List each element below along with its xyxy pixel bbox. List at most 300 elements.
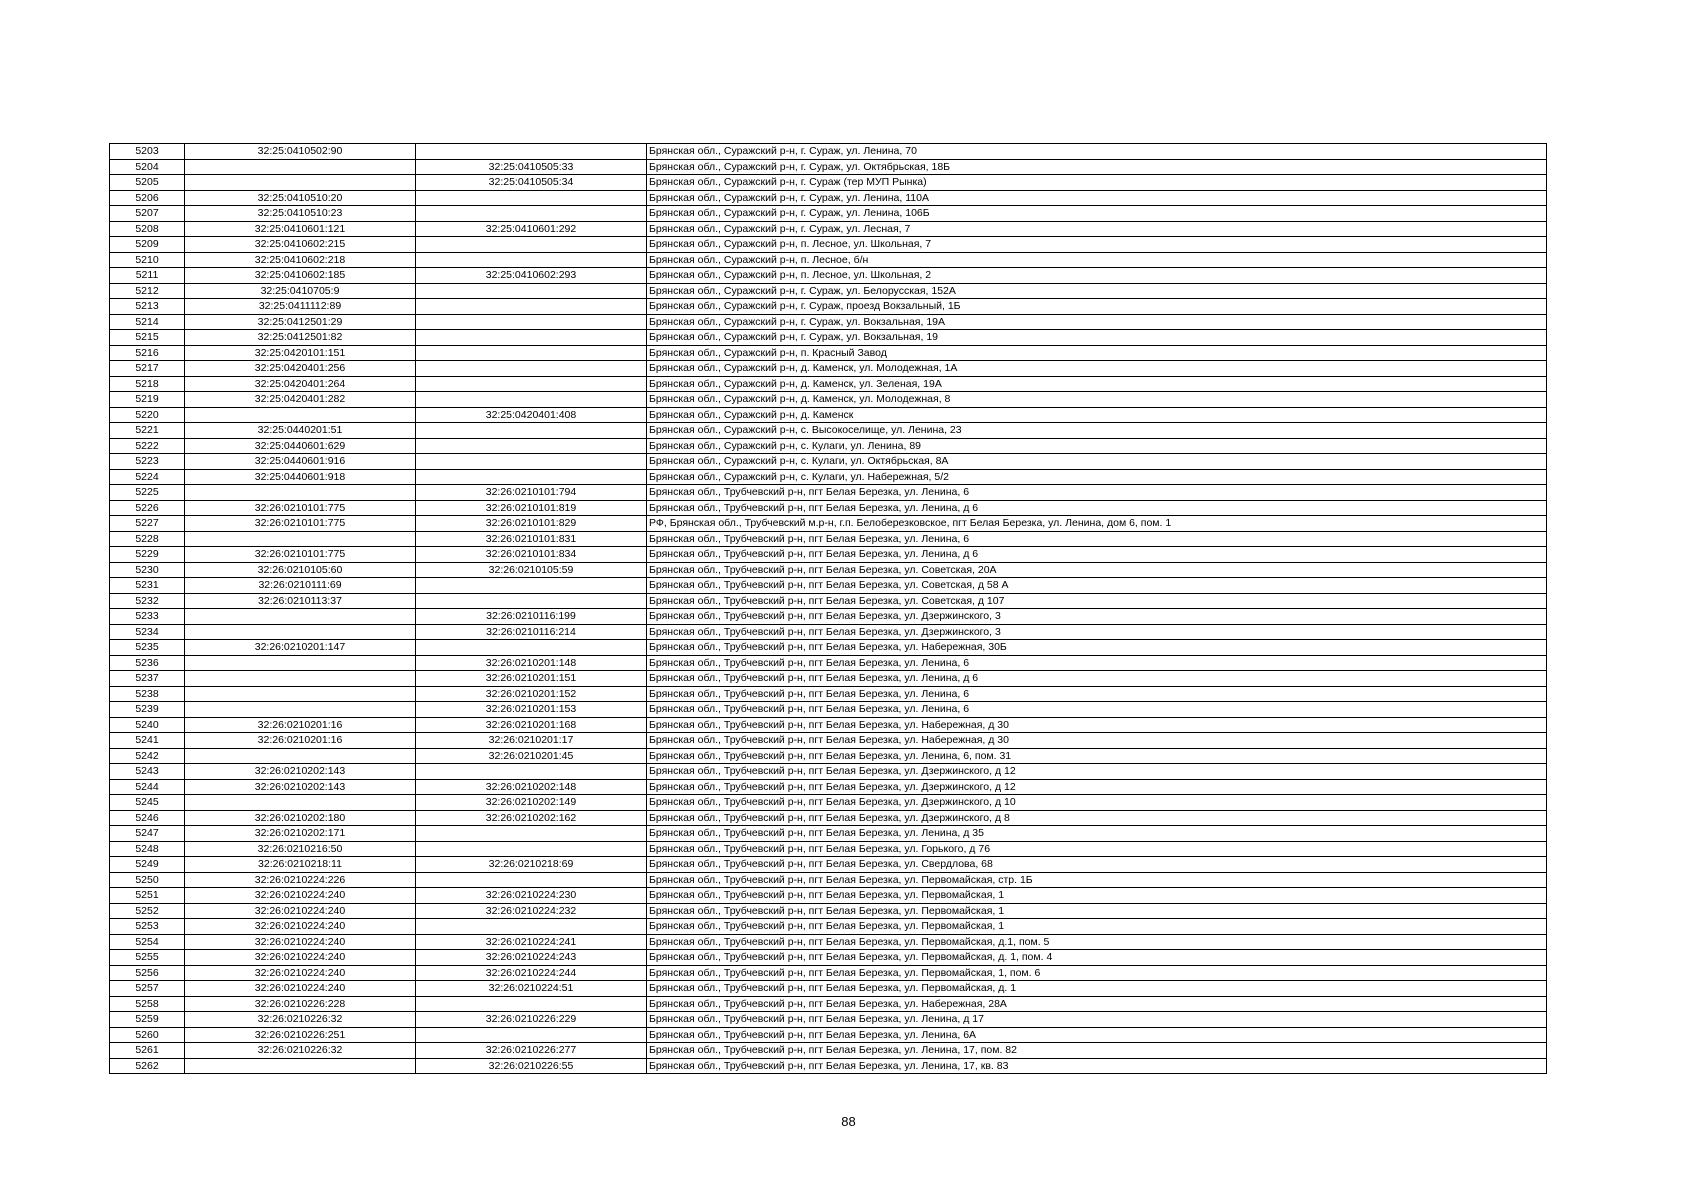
table-row [110, 1027, 1547, 1043]
row-number-cell: 5259 [110, 1012, 185, 1028]
parcel-cadastral-number-cell [185, 609, 416, 625]
address-cell: Брянская обл., Трубчевский р-н, пгт Белая Березка, ул. Набережная, д 30 [647, 717, 1547, 733]
building-cadastral-number-cell: 32:26:0210101:819 [416, 500, 647, 516]
table-row [110, 438, 1547, 454]
parcel-cadastral-number-cell [185, 795, 416, 811]
building-cadastral-number-cell: 32:26:0210202:149 [416, 795, 647, 811]
row-number-cell: 5228 [110, 531, 185, 547]
address-cell: Брянская обл., Трубчевский р-н, пгт Белая Березка, ул. Набережная, 30Б [647, 640, 1547, 656]
address-cell: Брянская обл., Трубчевский р-н, пгт Белая Березка, ул. Дзержинского, д 12 [647, 764, 1547, 780]
row-number-cell: 5226 [110, 500, 185, 516]
address-cell: Брянская обл., Суражский р-н, п. Лесное, ул. Школьная, 2 [647, 268, 1547, 284]
table-row [110, 190, 1547, 206]
address-cell: Брянская обл., Суражский р-н, г. Сураж, ул. Вокзальная, 19 [647, 330, 1547, 346]
row-number-cell: 5240 [110, 717, 185, 733]
address-cell: Брянская обл., Суражский р-н, г. Сураж, ул. Ленина, 70 [647, 144, 1547, 160]
address-cell: Брянская обл., Трубчевский р-н, пгт Белая Березка, ул. Дзержинского, д 10 [647, 795, 1547, 811]
building-cadastral-number-cell [416, 206, 647, 222]
address-cell: Брянская обл., Суражский р-н, д. Каменск, ул. Зеленая, 19А [647, 376, 1547, 392]
building-cadastral-number-cell: 32:26:0210202:148 [416, 779, 647, 795]
row-number-cell: 5211 [110, 268, 185, 284]
building-cadastral-number-cell: 32:26:0210226:55 [416, 1058, 647, 1074]
address-cell: Брянская обл., Суражский р-н, г. Сураж, ул. Лесная, 7 [647, 221, 1547, 237]
address-cell: Брянская обл., Трубчевский р-н, пгт Белая Березка, ул. Ленина, 6 [647, 686, 1547, 702]
address-cell: Брянская обл., Трубчевский р-н, пгт Белая Березка, ул. Свердлова, 68 [647, 857, 1547, 873]
building-cadastral-number-cell: 32:25:0410601:292 [416, 221, 647, 237]
row-number-cell: 5262 [110, 1058, 185, 1074]
address-cell: Брянская обл., Суражский р-н, п. Красный Завод [647, 345, 1547, 361]
table-row [110, 252, 1547, 268]
parcel-cadastral-number-cell: 32:26:0210226:32 [185, 1012, 416, 1028]
row-number-cell: 5214 [110, 314, 185, 330]
address-cell: Брянская обл., Трубчевский р-н, пгт Белая Березка, ул. Первомайская, 1 [647, 919, 1547, 935]
parcel-cadastral-number-cell: 32:26:0210226:251 [185, 1027, 416, 1043]
table-row [110, 407, 1547, 423]
row-number-cell: 5251 [110, 888, 185, 904]
parcel-cadastral-number-cell [185, 748, 416, 764]
address-cell: Брянская обл., Трубчевский р-н, пгт Белая Березка, ул. Ленина, 17, пом. 82 [647, 1043, 1547, 1059]
row-number-cell: 5229 [110, 547, 185, 563]
row-number-cell: 5233 [110, 609, 185, 625]
parcel-cadastral-number-cell [185, 686, 416, 702]
parcel-cadastral-number-cell: 32:26:0210226:32 [185, 1043, 416, 1059]
address-cell: Брянская обл., Трубчевский р-н, пгт Белая Березка, ул. Горького, д 76 [647, 841, 1547, 857]
building-cadastral-number-cell: 32:26:0210201:153 [416, 702, 647, 718]
row-number-cell: 5239 [110, 702, 185, 718]
row-number-cell: 5246 [110, 810, 185, 826]
table-row [110, 516, 1547, 532]
table-row [110, 609, 1547, 625]
table-row [110, 857, 1547, 873]
table-row [110, 330, 1547, 346]
address-cell: Брянская обл., Трубчевский р-н, пгт Белая Березка, ул. Ленина, д 35 [647, 826, 1547, 842]
row-number-cell: 5205 [110, 175, 185, 191]
cadastral-table [109, 143, 1547, 1074]
row-number-cell: 5215 [110, 330, 185, 346]
row-number-cell: 5208 [110, 221, 185, 237]
row-number-cell: 5243 [110, 764, 185, 780]
row-number-cell: 5241 [110, 733, 185, 749]
address-cell: Брянская обл., Суражский р-н, с. Кулаги, ул. Набережная, 5/2 [647, 469, 1547, 485]
building-cadastral-number-cell: 32:26:0210201:151 [416, 671, 647, 687]
row-number-cell: 5261 [110, 1043, 185, 1059]
address-cell: Брянская обл., Трубчевский р-н, пгт Белая Березка, ул. Набережная, д 30 [647, 733, 1547, 749]
row-number-cell: 5235 [110, 640, 185, 656]
building-cadastral-number-cell: 32:26:0210202:162 [416, 810, 647, 826]
row-number-cell: 5216 [110, 345, 185, 361]
parcel-cadastral-number-cell: 32:26:0210111:69 [185, 578, 416, 594]
parcel-cadastral-number-cell [185, 159, 416, 175]
table-row [110, 454, 1547, 470]
row-number-cell: 5237 [110, 671, 185, 687]
parcel-cadastral-number-cell: 32:26:0210224:226 [185, 872, 416, 888]
table-row [110, 903, 1547, 919]
table-row [110, 950, 1547, 966]
table-row [110, 934, 1547, 950]
table-row [110, 888, 1547, 904]
building-cadastral-number-cell: 32:26:0210226:229 [416, 1012, 647, 1028]
address-cell: Брянская обл., Трубчевский р-н, пгт Белая Березка, ул. Ленина, 6А [647, 1027, 1547, 1043]
address-cell: Брянская обл., Трубчевский р-н, пгт Белая Березка, ул. Первомайская, д. 1 [647, 981, 1547, 997]
parcel-cadastral-number-cell [185, 671, 416, 687]
parcel-cadastral-number-cell: 32:26:0210201:16 [185, 733, 416, 749]
parcel-cadastral-number-cell: 32:25:0440601:629 [185, 438, 416, 454]
row-number-cell: 5210 [110, 252, 185, 268]
row-number-cell: 5209 [110, 237, 185, 253]
building-cadastral-number-cell [416, 469, 647, 485]
row-number-cell: 5217 [110, 361, 185, 377]
parcel-cadastral-number-cell: 32:26:0210224:240 [185, 950, 416, 966]
building-cadastral-number-cell: 32:26:0210101:831 [416, 531, 647, 547]
building-cadastral-number-cell [416, 299, 647, 315]
address-cell: Брянская обл., Суражский р-н, д. Каменск, ул. Молодежная, 8 [647, 392, 1547, 408]
row-number-cell: 5248 [110, 841, 185, 857]
parcel-cadastral-number-cell [185, 1058, 416, 1074]
building-cadastral-number-cell [416, 330, 647, 346]
parcel-cadastral-number-cell [185, 624, 416, 640]
building-cadastral-number-cell: 32:26:0210218:69 [416, 857, 647, 873]
parcel-cadastral-number-cell: 32:26:0210105:60 [185, 562, 416, 578]
address-cell: РФ, Брянская обл., Трубчевский м.р-н, г.п. Белоберезковское, пгт Белая Березка, ул. Ленина, дом 6, пом. 1 [647, 516, 1547, 532]
parcel-cadastral-number-cell: 32:26:0210101:775 [185, 516, 416, 532]
parcel-cadastral-number-cell: 32:25:0410510:23 [185, 206, 416, 222]
table-row [110, 423, 1547, 439]
address-cell: Брянская обл., Суражский р-н, с. Кулаги, ул. Ленина, 89 [647, 438, 1547, 454]
parcel-cadastral-number-cell: 32:25:0411112:89 [185, 299, 416, 315]
address-cell: Брянская обл., Трубчевский р-н, пгт Белая Березка, ул. Ленина, д 6 [647, 500, 1547, 516]
building-cadastral-number-cell: 32:26:0210224:241 [416, 934, 647, 950]
address-cell: Брянская обл., Трубчевский р-н, пгт Белая Березка, ул. Ленина, 17, кв. 83 [647, 1058, 1547, 1074]
building-cadastral-number-cell: 32:26:0210201:148 [416, 655, 647, 671]
parcel-cadastral-number-cell: 32:25:0440201:51 [185, 423, 416, 439]
table-row [110, 578, 1547, 594]
parcel-cadastral-number-cell: 32:25:0440601:918 [185, 469, 416, 485]
building-cadastral-number-cell: 32:26:0210224:244 [416, 965, 647, 981]
row-number-cell: 5249 [110, 857, 185, 873]
parcel-cadastral-number-cell: 32:25:0440601:916 [185, 454, 416, 470]
parcel-cadastral-number-cell: 32:26:0210101:775 [185, 500, 416, 516]
building-cadastral-number-cell [416, 996, 647, 1012]
row-number-cell: 5255 [110, 950, 185, 966]
table-row [110, 981, 1547, 997]
building-cadastral-number-cell [416, 1027, 647, 1043]
row-number-cell: 5242 [110, 748, 185, 764]
building-cadastral-number-cell: 32:25:0410602:293 [416, 268, 647, 284]
parcel-cadastral-number-cell: 32:25:0410502:90 [185, 144, 416, 160]
table-row [110, 748, 1547, 764]
address-cell: Брянская обл., Суражский р-н, г. Сураж, ул. Ленина, 106Б [647, 206, 1547, 222]
parcel-cadastral-number-cell: 32:26:0210218:11 [185, 857, 416, 873]
address-cell: Брянская обл., Трубчевский р-н, пгт Белая Березка, ул. Советская, д 107 [647, 593, 1547, 609]
address-cell: Брянская обл., Трубчевский р-н, пгт Белая Березка, ул. Первомайская, стр. 1Б [647, 872, 1547, 888]
parcel-cadastral-number-cell: 32:26:0210224:240 [185, 919, 416, 935]
row-number-cell: 5212 [110, 283, 185, 299]
table-row [110, 1043, 1547, 1059]
building-cadastral-number-cell: 32:26:0210201:17 [416, 733, 647, 749]
table-row [110, 314, 1547, 330]
row-number-cell: 5220 [110, 407, 185, 423]
building-cadastral-number-cell [416, 826, 647, 842]
table-row [110, 702, 1547, 718]
row-number-cell: 5203 [110, 144, 185, 160]
table-row [110, 345, 1547, 361]
building-cadastral-number-cell [416, 919, 647, 935]
building-cadastral-number-cell [416, 144, 647, 160]
row-number-cell: 5245 [110, 795, 185, 811]
building-cadastral-number-cell [416, 454, 647, 470]
building-cadastral-number-cell: 32:26:0210224:51 [416, 981, 647, 997]
row-number-cell: 5234 [110, 624, 185, 640]
row-number-cell: 5236 [110, 655, 185, 671]
building-cadastral-number-cell [416, 283, 647, 299]
building-cadastral-number-cell: 32:26:0210224:243 [416, 950, 647, 966]
address-cell: Брянская обл., Трубчевский р-н, пгт Белая Березка, ул. Первомайская, 1 [647, 903, 1547, 919]
row-number-cell: 5230 [110, 562, 185, 578]
parcel-cadastral-number-cell: 32:26:0210201:147 [185, 640, 416, 656]
row-number-cell: 5254 [110, 934, 185, 950]
address-cell: Брянская обл., Трубчевский р-н, пгт Белая Березка, ул. Советская, 20А [647, 562, 1547, 578]
parcel-cadastral-number-cell: 32:25:0420101:151 [185, 345, 416, 361]
row-number-cell: 5225 [110, 485, 185, 501]
table-row [110, 872, 1547, 888]
table-row [110, 376, 1547, 392]
parcel-cadastral-number-cell [185, 531, 416, 547]
building-cadastral-number-cell [416, 438, 647, 454]
address-cell: Брянская обл., Трубчевский р-н, пгт Белая Березка, ул. Первомайская, д.1, пом. 5 [647, 934, 1547, 950]
table-row [110, 919, 1547, 935]
row-number-cell: 5247 [110, 826, 185, 842]
parcel-cadastral-number-cell: 32:26:0210224:240 [185, 965, 416, 981]
building-cadastral-number-cell: 32:26:0210201:152 [416, 686, 647, 702]
address-cell: Брянская обл., Трубчевский р-н, пгт Белая Березка, ул. Ленина, 6, пом. 31 [647, 748, 1547, 764]
table-row [110, 996, 1547, 1012]
building-cadastral-number-cell: 32:26:0210201:168 [416, 717, 647, 733]
address-cell: Брянская обл., Трубчевский р-н, пгт Белая Березка, ул. Первомайская, д. 1, пом. 4 [647, 950, 1547, 966]
building-cadastral-number-cell: 32:25:0420401:408 [416, 407, 647, 423]
address-cell: Брянская обл., Трубчевский р-н, пгт Белая Березка, ул. Дзержинского, 3 [647, 624, 1547, 640]
address-cell: Брянская обл., Суражский р-н, п. Лесное, б/н [647, 252, 1547, 268]
parcel-cadastral-number-cell: 32:25:0410602:215 [185, 237, 416, 253]
parcel-cadastral-number-cell: 32:25:0410601:121 [185, 221, 416, 237]
table-row [110, 733, 1547, 749]
address-cell: Брянская обл., Суражский р-н, г. Сураж (тер МУП Рынка) [647, 175, 1547, 191]
row-number-cell: 5244 [110, 779, 185, 795]
building-cadastral-number-cell: 32:26:0210226:277 [416, 1043, 647, 1059]
row-number-cell: 5219 [110, 392, 185, 408]
building-cadastral-number-cell: 32:26:0210224:232 [416, 903, 647, 919]
address-cell: Брянская обл., Трубчевский р-н, пгт Белая Березка, ул. Ленина, д 17 [647, 1012, 1547, 1028]
row-number-cell: 5213 [110, 299, 185, 315]
table-row [110, 640, 1547, 656]
address-cell: Брянская обл., Трубчевский р-н, пгт Белая Березка, ул. Советская, д 58 А [647, 578, 1547, 594]
building-cadastral-number-cell [416, 423, 647, 439]
table-row [110, 826, 1547, 842]
address-cell: Брянская обл., Суражский р-н, д. Каменск [647, 407, 1547, 423]
table-row [110, 268, 1547, 284]
parcel-cadastral-number-cell [185, 407, 416, 423]
table-row [110, 795, 1547, 811]
row-number-cell: 5204 [110, 159, 185, 175]
row-number-cell: 5253 [110, 919, 185, 935]
parcel-cadastral-number-cell: 32:25:0410705:9 [185, 283, 416, 299]
table-row [110, 655, 1547, 671]
table-row [110, 717, 1547, 733]
address-cell: Брянская обл., Суражский р-н, п. Лесное, ул. Школьная, 7 [647, 237, 1547, 253]
parcel-cadastral-number-cell: 32:25:0410602:218 [185, 252, 416, 268]
parcel-cadastral-number-cell: 32:25:0412501:82 [185, 330, 416, 346]
building-cadastral-number-cell: 32:26:0210224:230 [416, 888, 647, 904]
building-cadastral-number-cell [416, 237, 647, 253]
table-row [110, 144, 1547, 160]
parcel-cadastral-number-cell: 32:26:0210202:143 [185, 764, 416, 780]
address-cell: Брянская обл., Трубчевский р-н, пгт Белая Березка, ул. Ленина, 6 [647, 485, 1547, 501]
parcel-cadastral-number-cell: 32:26:0210101:775 [185, 547, 416, 563]
building-cadastral-number-cell: 32:26:0210105:59 [416, 562, 647, 578]
address-cell: Брянская обл., Трубчевский р-н, пгт Белая Березка, ул. Ленина, 6 [647, 702, 1547, 718]
address-cell: Брянская обл., Суражский р-н, г. Сураж, ул. Октябрьская, 18Б [647, 159, 1547, 175]
parcel-cadastral-number-cell: 32:26:0210224:240 [185, 903, 416, 919]
table-row [110, 283, 1547, 299]
address-cell: Брянская обл., Трубчевский р-н, пгт Белая Березка, ул. Ленина, д 6 [647, 671, 1547, 687]
building-cadastral-number-cell [416, 392, 647, 408]
address-cell: Брянская обл., Суражский р-н, с. Высокоселище, ул. Ленина, 23 [647, 423, 1547, 439]
table-body [110, 144, 1547, 1074]
table-row [110, 624, 1547, 640]
row-number-cell: 5252 [110, 903, 185, 919]
parcel-cadastral-number-cell: 32:26:0210201:16 [185, 717, 416, 733]
row-number-cell: 5227 [110, 516, 185, 532]
parcel-cadastral-number-cell [185, 655, 416, 671]
parcel-cadastral-number-cell: 32:26:0210224:240 [185, 934, 416, 950]
table-row [110, 547, 1547, 563]
table-row [110, 469, 1547, 485]
building-cadastral-number-cell: 32:26:0210116:199 [416, 609, 647, 625]
address-cell: Брянская обл., Суражский р-н, с. Кулаги, ул. Октябрьская, 8А [647, 454, 1547, 470]
table-row [110, 500, 1547, 516]
table-row [110, 531, 1547, 547]
table-row [110, 361, 1547, 377]
building-cadastral-number-cell [416, 593, 647, 609]
address-cell: Брянская обл., Суражский р-н, г. Сураж, ул. Ленина, 110А [647, 190, 1547, 206]
building-cadastral-number-cell: 32:25:0410505:33 [416, 159, 647, 175]
address-cell: Брянская обл., Суражский р-н, г. Сураж, ул. Белорусская, 152А [647, 283, 1547, 299]
table-row [110, 686, 1547, 702]
address-cell: Брянская обл., Трубчевский р-н, пгт Белая Березка, ул. Первомайская, 1 [647, 888, 1547, 904]
table-row [110, 221, 1547, 237]
row-number-cell: 5221 [110, 423, 185, 439]
parcel-cadastral-number-cell: 32:25:0420401:282 [185, 392, 416, 408]
table-row [110, 779, 1547, 795]
building-cadastral-number-cell [416, 314, 647, 330]
table-row [110, 237, 1547, 253]
table-row [110, 764, 1547, 780]
row-number-cell: 5256 [110, 965, 185, 981]
table-row [110, 671, 1547, 687]
parcel-cadastral-number-cell [185, 175, 416, 191]
address-cell: Брянская обл., Суражский р-н, г. Сураж, проезд Вокзальный, 1Б [647, 299, 1547, 315]
building-cadastral-number-cell [416, 361, 647, 377]
table-row [110, 1012, 1547, 1028]
address-cell: Брянская обл., Трубчевский р-н, пгт Белая Березка, ул. Ленина, 6 [647, 655, 1547, 671]
table-row [110, 299, 1547, 315]
building-cadastral-number-cell [416, 190, 647, 206]
table-row [110, 841, 1547, 857]
row-number-cell: 5207 [110, 206, 185, 222]
row-number-cell: 5224 [110, 469, 185, 485]
table-row [110, 965, 1547, 981]
table-row [110, 562, 1547, 578]
table-row [110, 810, 1547, 826]
building-cadastral-number-cell: 32:26:0210101:829 [416, 516, 647, 532]
building-cadastral-number-cell [416, 841, 647, 857]
parcel-cadastral-number-cell: 32:25:0410602:185 [185, 268, 416, 284]
parcel-cadastral-number-cell: 32:26:0210202:180 [185, 810, 416, 826]
building-cadastral-number-cell: 32:25:0410505:34 [416, 175, 647, 191]
parcel-cadastral-number-cell: 32:25:0420401:264 [185, 376, 416, 392]
parcel-cadastral-number-cell: 32:26:0210216:50 [185, 841, 416, 857]
row-number-cell: 5260 [110, 1027, 185, 1043]
address-cell: Брянская обл., Трубчевский р-н, пгт Белая Березка, ул. Ленина, 6 [647, 531, 1547, 547]
building-cadastral-number-cell [416, 578, 647, 594]
building-cadastral-number-cell [416, 345, 647, 361]
parcel-cadastral-number-cell: 32:26:0210224:240 [185, 981, 416, 997]
parcel-cadastral-number-cell [185, 702, 416, 718]
building-cadastral-number-cell [416, 376, 647, 392]
row-number-cell: 5258 [110, 996, 185, 1012]
parcel-cadastral-number-cell: 32:26:0210202:143 [185, 779, 416, 795]
row-number-cell: 5222 [110, 438, 185, 454]
building-cadastral-number-cell: 32:26:0210101:794 [416, 485, 647, 501]
parcel-cadastral-number-cell [185, 485, 416, 501]
row-number-cell: 5223 [110, 454, 185, 470]
table-row [110, 392, 1547, 408]
table-row [110, 159, 1547, 175]
parcel-cadastral-number-cell: 32:25:0412501:29 [185, 314, 416, 330]
building-cadastral-number-cell [416, 252, 647, 268]
parcel-cadastral-number-cell: 32:25:0410510:20 [185, 190, 416, 206]
address-cell: Брянская обл., Трубчевский р-н, пгт Белая Березка, ул. Ленина, д 6 [647, 547, 1547, 563]
address-cell: Брянская обл., Суражский р-н, д. Каменск, ул. Молодежная, 1А [647, 361, 1547, 377]
address-cell: Брянская обл., Трубчевский р-н, пгт Белая Березка, ул. Дзержинского, д 8 [647, 810, 1547, 826]
address-cell: Брянская обл., Трубчевский р-н, пгт Белая Березка, ул. Дзержинского, д 12 [647, 779, 1547, 795]
building-cadastral-number-cell [416, 872, 647, 888]
row-number-cell: 5232 [110, 593, 185, 609]
table-row [110, 593, 1547, 609]
row-number-cell: 5250 [110, 872, 185, 888]
building-cadastral-number-cell [416, 764, 647, 780]
address-cell: Брянская обл., Трубчевский р-н, пгт Белая Березка, ул. Первомайская, 1, пом. 6 [647, 965, 1547, 981]
parcel-cadastral-number-cell: 32:26:0210224:240 [185, 888, 416, 904]
row-number-cell: 5231 [110, 578, 185, 594]
address-cell: Брянская обл., Суражский р-н, г. Сураж, ул. Вокзальная, 19А [647, 314, 1547, 330]
table-row [110, 206, 1547, 222]
row-number-cell: 5238 [110, 686, 185, 702]
building-cadastral-number-cell: 32:26:0210201:45 [416, 748, 647, 764]
parcel-cadastral-number-cell: 32:26:0210202:171 [185, 826, 416, 842]
parcel-cadastral-number-cell: 32:26:0210113:37 [185, 593, 416, 609]
building-cadastral-number-cell: 32:26:0210116:214 [416, 624, 647, 640]
row-number-cell: 5206 [110, 190, 185, 206]
address-cell: Брянская обл., Трубчевский р-н, пгт Белая Березка, ул. Набережная, 28А [647, 996, 1547, 1012]
table-row [110, 485, 1547, 501]
parcel-cadastral-number-cell: 32:26:0210226:228 [185, 996, 416, 1012]
parcel-cadastral-number-cell: 32:25:0420401:256 [185, 361, 416, 377]
table-row [110, 175, 1547, 191]
building-cadastral-number-cell: 32:26:0210101:834 [416, 547, 647, 563]
building-cadastral-number-cell [416, 640, 647, 656]
row-number-cell: 5218 [110, 376, 185, 392]
row-number-cell: 5257 [110, 981, 185, 997]
